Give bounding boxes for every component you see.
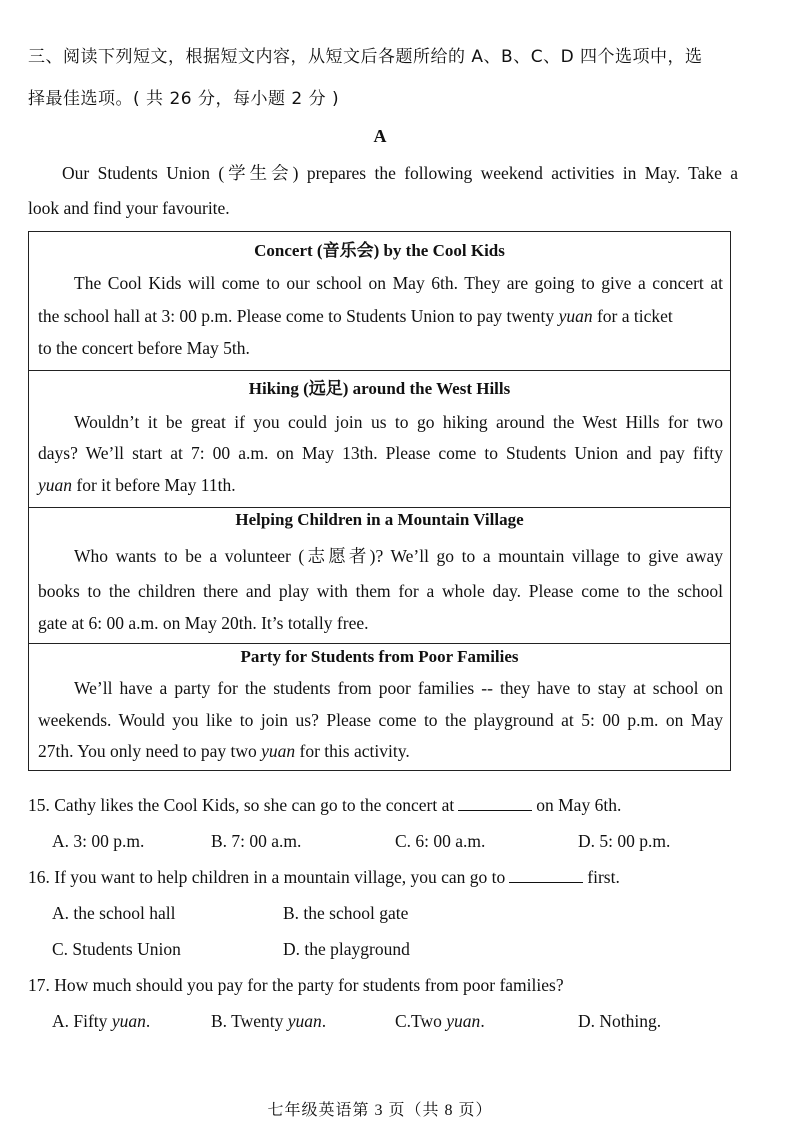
option-c[interactable]: C.Two yuan. [395, 1011, 485, 1031]
activity-title: Party for Students from Poor Families [240, 647, 519, 666]
answer-blank[interactable] [509, 868, 583, 883]
activity-text-line: gate at 6: 00 a.m. on May 20th. It’s totally free. [38, 613, 369, 633]
activity-text-line: yuan for it before May 11th. [38, 475, 236, 495]
option-a[interactable]: A. the school hall [52, 903, 176, 923]
activity-text-line: days? We’ll start at 7: 00 a.m. on May 13th. Please come to Students Union and pay fifty [38, 443, 723, 463]
activity-text-line: We’ll have a party for the students from poor families -- they have to stay at school on [74, 678, 723, 698]
option-c[interactable]: C. 6: 00 a.m. [395, 831, 486, 851]
activity-title: Hiking (远足) around the West Hills [248, 379, 511, 398]
option-a[interactable]: A. 3: 00 p.m. [52, 831, 145, 851]
option-c[interactable]: C. Students Union [52, 939, 181, 959]
activity-text-line: books to the children there and play with them for a whole day. Please come to the school [38, 581, 723, 601]
section-title-line2: 择最佳选项。( 共 26 分，每小题 2 分 ) [28, 89, 340, 109]
activity-party [29, 643, 730, 770]
option-d[interactable]: D. 5: 00 p.m. [578, 831, 671, 851]
option-b[interactable]: B. Twenty yuan. [211, 1011, 327, 1031]
option-b[interactable]: B. 7: 00 a.m. [211, 831, 302, 851]
activity-concert [29, 232, 730, 370]
activity-text-line: to the concert before May 5th. [38, 338, 250, 358]
answer-blank[interactable] [458, 796, 532, 811]
activity-text-line: Who wants to be a volunteer (志愿者)? We’ll go to a mountain village to give away [74, 546, 723, 566]
activity-title: Concert (音乐会) by the Cool Kids [254, 241, 505, 260]
question-16: 16. If you want to help children in a mountain village, you can go to first. [28, 867, 620, 887]
activity-hiking [29, 370, 730, 507]
activity-text-line: The Cool Kids will come to our school on May 6th. They are going to give a concert at [74, 273, 723, 293]
question-15: 15. Cathy likes the Cool Kids, so she can go to the concert at on May 6th. [28, 795, 622, 815]
question-17: 17. How much should you pay for the party for students from poor families? [28, 975, 564, 995]
activity-helping-children [29, 507, 730, 643]
activity-text-line: 27th. You only need to pay two yuan for this activity. [38, 741, 410, 761]
option-d[interactable]: D. the playground [283, 939, 410, 959]
option-a[interactable]: A. Fifty yuan. [52, 1011, 151, 1031]
intro-line1: Our Students Union (学生会) prepares the following weekend activities in May. Take a [62, 163, 738, 183]
passage-label: A [373, 126, 387, 146]
activity-text-line: weekends. Would you like to join us? Please come to the playground at 5: 00 p.m. on May [38, 710, 723, 730]
activity-title: Helping Children in a Mountain Village [235, 510, 524, 529]
option-d[interactable]: D. Nothing. [578, 1011, 662, 1031]
intro-line2: look and find your favourite. [28, 198, 230, 218]
section-title-line1: 三、阅读下列短文，根据短文内容，从短文后各题所给的 A、B、C、D 四个选项中，选 [28, 47, 703, 67]
page-footer: 七年级英语第 3 页（共 8 页） [267, 1102, 493, 1119]
option-b[interactable]: B. the school gate [283, 903, 409, 923]
activity-text-line: the school hall at 3: 00 p.m. Please come to Students Union to pay twenty yuan for a ticket [38, 306, 673, 326]
activity-text-line: Wouldn’t it be great if you could join us to go hiking around the West Hills for two [74, 412, 723, 432]
activities-table [28, 231, 731, 771]
